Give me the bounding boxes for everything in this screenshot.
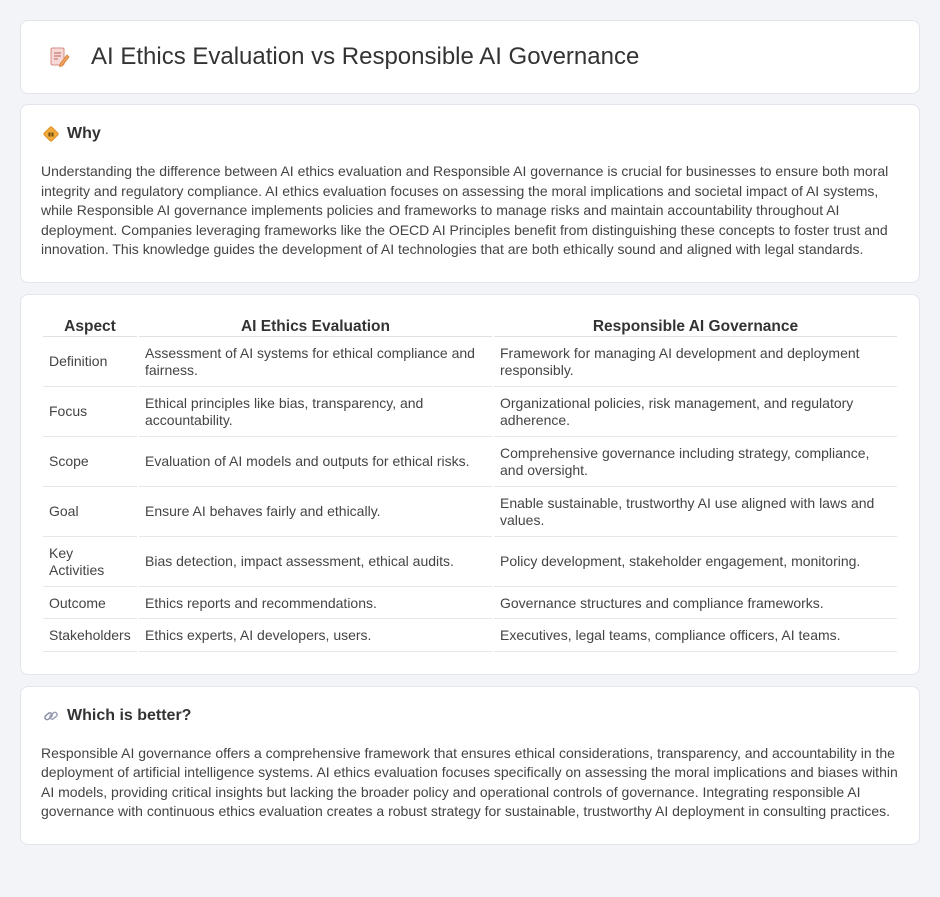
document-pencil-icon bbox=[47, 45, 71, 69]
table-cell-aspect: Focus bbox=[43, 389, 137, 437]
table-cell-evaluation: Ensure AI behaves fairly and ethically. bbox=[139, 489, 492, 537]
table-cell-evaluation: Assessment of AI systems for ethical compliance and fairness. bbox=[139, 339, 492, 387]
table-cell-governance: Executives, legal teams, compliance officers, AI teams. bbox=[494, 621, 897, 652]
why-heading bbox=[41, 125, 899, 143]
table-cell-aspect: Goal bbox=[43, 489, 137, 537]
table-cell-aspect: Scope bbox=[43, 439, 137, 487]
link-icon bbox=[43, 708, 59, 724]
column-header-aspect: Aspect bbox=[43, 317, 137, 337]
table-cell-evaluation: Evaluation of AI models and outputs for ethical risks. bbox=[139, 439, 492, 487]
comparison-table bbox=[41, 315, 899, 654]
table-cell-evaluation: Ethics experts, AI developers, users. bbox=[139, 621, 492, 652]
table-row bbox=[43, 389, 897, 437]
table-row bbox=[43, 489, 897, 537]
table-cell-aspect: Outcome bbox=[43, 589, 137, 620]
table-cell-aspect: Key Activities bbox=[43, 539, 137, 587]
table-cell-evaluation: Ethical principles like bias, transparency, and accountability. bbox=[139, 389, 492, 437]
page-title: AI Ethics Evaluation vs Responsible AI Governance bbox=[91, 43, 640, 70]
table-cell-governance: Governance structures and compliance frameworks. bbox=[494, 589, 897, 620]
table-cell-aspect: Definition bbox=[43, 339, 137, 387]
which-text: Responsible AI governance offers a comprehensive framework that ensures ethical considerations, transparency, and accountability in the deployment of artificial intelligence systems. AI ethics evaluation focuses specifically on assessing the moral implications and biases within AI models, providing critical insights but lacking the broader policy and operational controls of governance. Integrating responsible AI governance with continuous ethics evaluation creates a robust strategy for sustainable, trustworthy AI deployment in consulting practices. bbox=[41, 744, 898, 819]
table-row bbox=[43, 339, 897, 387]
which-heading bbox=[41, 707, 899, 725]
table-row bbox=[43, 539, 897, 587]
table-cell-aspect: Stakeholders bbox=[43, 621, 137, 652]
table-row bbox=[43, 439, 897, 487]
table-cell-governance: Comprehensive governance including strategy, compliance, and oversight. bbox=[494, 439, 897, 487]
header-card bbox=[20, 20, 920, 94]
why-text: Understanding the difference between AI ethics evaluation and Responsible AI governance is crucial for businesses to ensure both moral integrity and regulatory compliance. AI ethics evaluation focuses on assessing the moral implications and societal impact of AI systems, while Responsible AI governance implements policies and frameworks to manage risks and maintain accountability throughout AI deployment. Companies leveraging frameworks like the OECD AI Principles benefit from distinguishing these concepts to foster trust and innovation. This knowledge guides the development of AI technologies that are both ethically sound and aligned with legal standards. bbox=[41, 163, 889, 257]
table-cell-evaluation: Ethics reports and recommendations. bbox=[139, 589, 492, 620]
table-header-row bbox=[43, 317, 897, 337]
why-heading-label: Why bbox=[67, 125, 101, 142]
which-heading-label: Which is better? bbox=[67, 706, 192, 724]
table-row bbox=[43, 589, 897, 620]
comparison-card bbox=[20, 294, 920, 675]
which-section bbox=[20, 686, 920, 845]
table-cell-governance: Enable sustainable, trustworthy AI use aligned with laws and values. bbox=[494, 489, 897, 537]
table-cell-evaluation: Bias detection, impact assessment, ethical audits. bbox=[139, 539, 492, 587]
road-sign-icon bbox=[43, 126, 59, 142]
table-row bbox=[43, 621, 897, 652]
why-section bbox=[20, 104, 920, 283]
table-cell-governance: Policy development, stakeholder engagement, monitoring. bbox=[494, 539, 897, 587]
table-cell-governance: Organizational policies, risk management, and regulatory adherence. bbox=[494, 389, 897, 437]
column-header-responsible-ai-governance: Responsible AI Governance bbox=[494, 317, 897, 337]
table-cell-governance: Framework for managing AI development and deployment responsibly. bbox=[494, 339, 897, 387]
column-header-ai-ethics-evaluation: AI Ethics Evaluation bbox=[139, 317, 492, 337]
